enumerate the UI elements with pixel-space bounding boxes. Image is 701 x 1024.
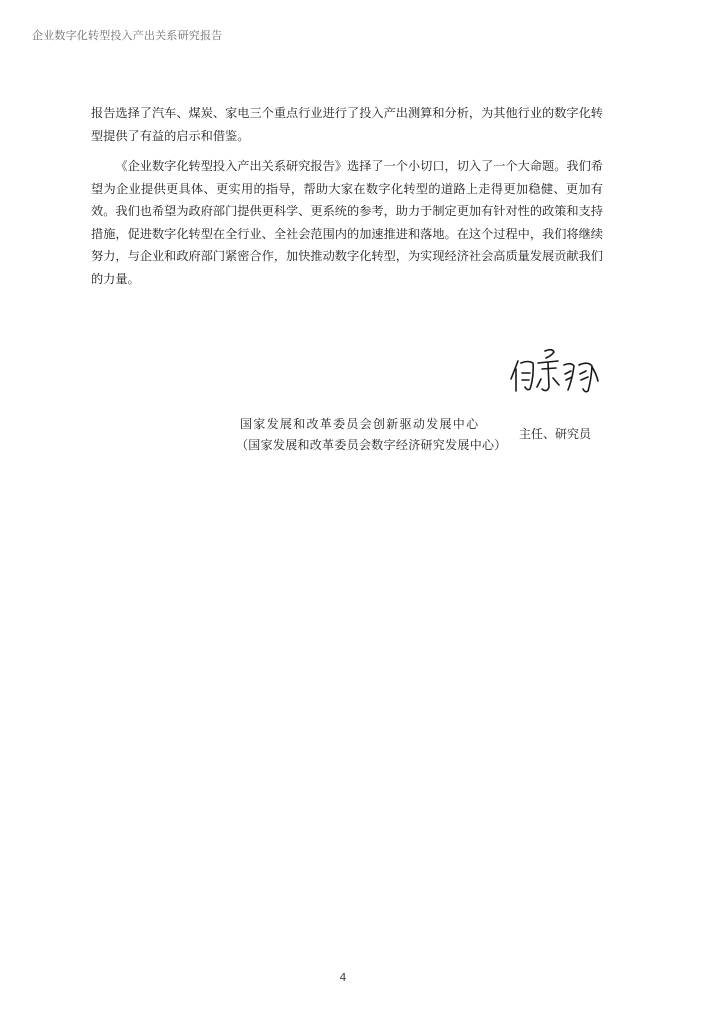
body-text <box>91 102 603 298</box>
body-paragraph: 《企业数字化转型投入产出关系研究报告》选择了一个小切口，切入了一个大命题。我们希望为企业提供更具体、更实用的指导，帮助大家在数字化转型的道路上走得更加稳健、更加有效。我们也希望为政府部门提供更科学、更系统的参考，助力于制定更加有针对性的政策和支持措施，促进数字化转型在全行业、全社会范围内的加速推进和落地。在这个过程中，我们将继续努力，与企业和政府部门紧密合作，加快推动数字化转型，为实现经济社会高质量发展贡献我们的力量。 <box>91 159 603 286</box>
body-paragraph: 报告选择了汽车、煤炭、家电三个重点行业进行了投入产出测算和分析，为其他行业的数字化转型提供了有益的启示和借鉴。 <box>91 106 603 143</box>
affiliation-line-2: （国家发展和改革委员会数字经济研究发展中心） <box>236 438 507 452</box>
affiliation-block <box>236 414 507 456</box>
affiliation-line-1: 国家发展和改革委员会创新驱动发展中心 <box>240 417 480 431</box>
running-header: 企业数字化转型投入产出关系研究报告 <box>32 29 223 42</box>
author-role: 主任、研究员 <box>519 427 592 441</box>
handwritten-signature <box>508 347 600 399</box>
page-number: 4 <box>339 971 347 984</box>
